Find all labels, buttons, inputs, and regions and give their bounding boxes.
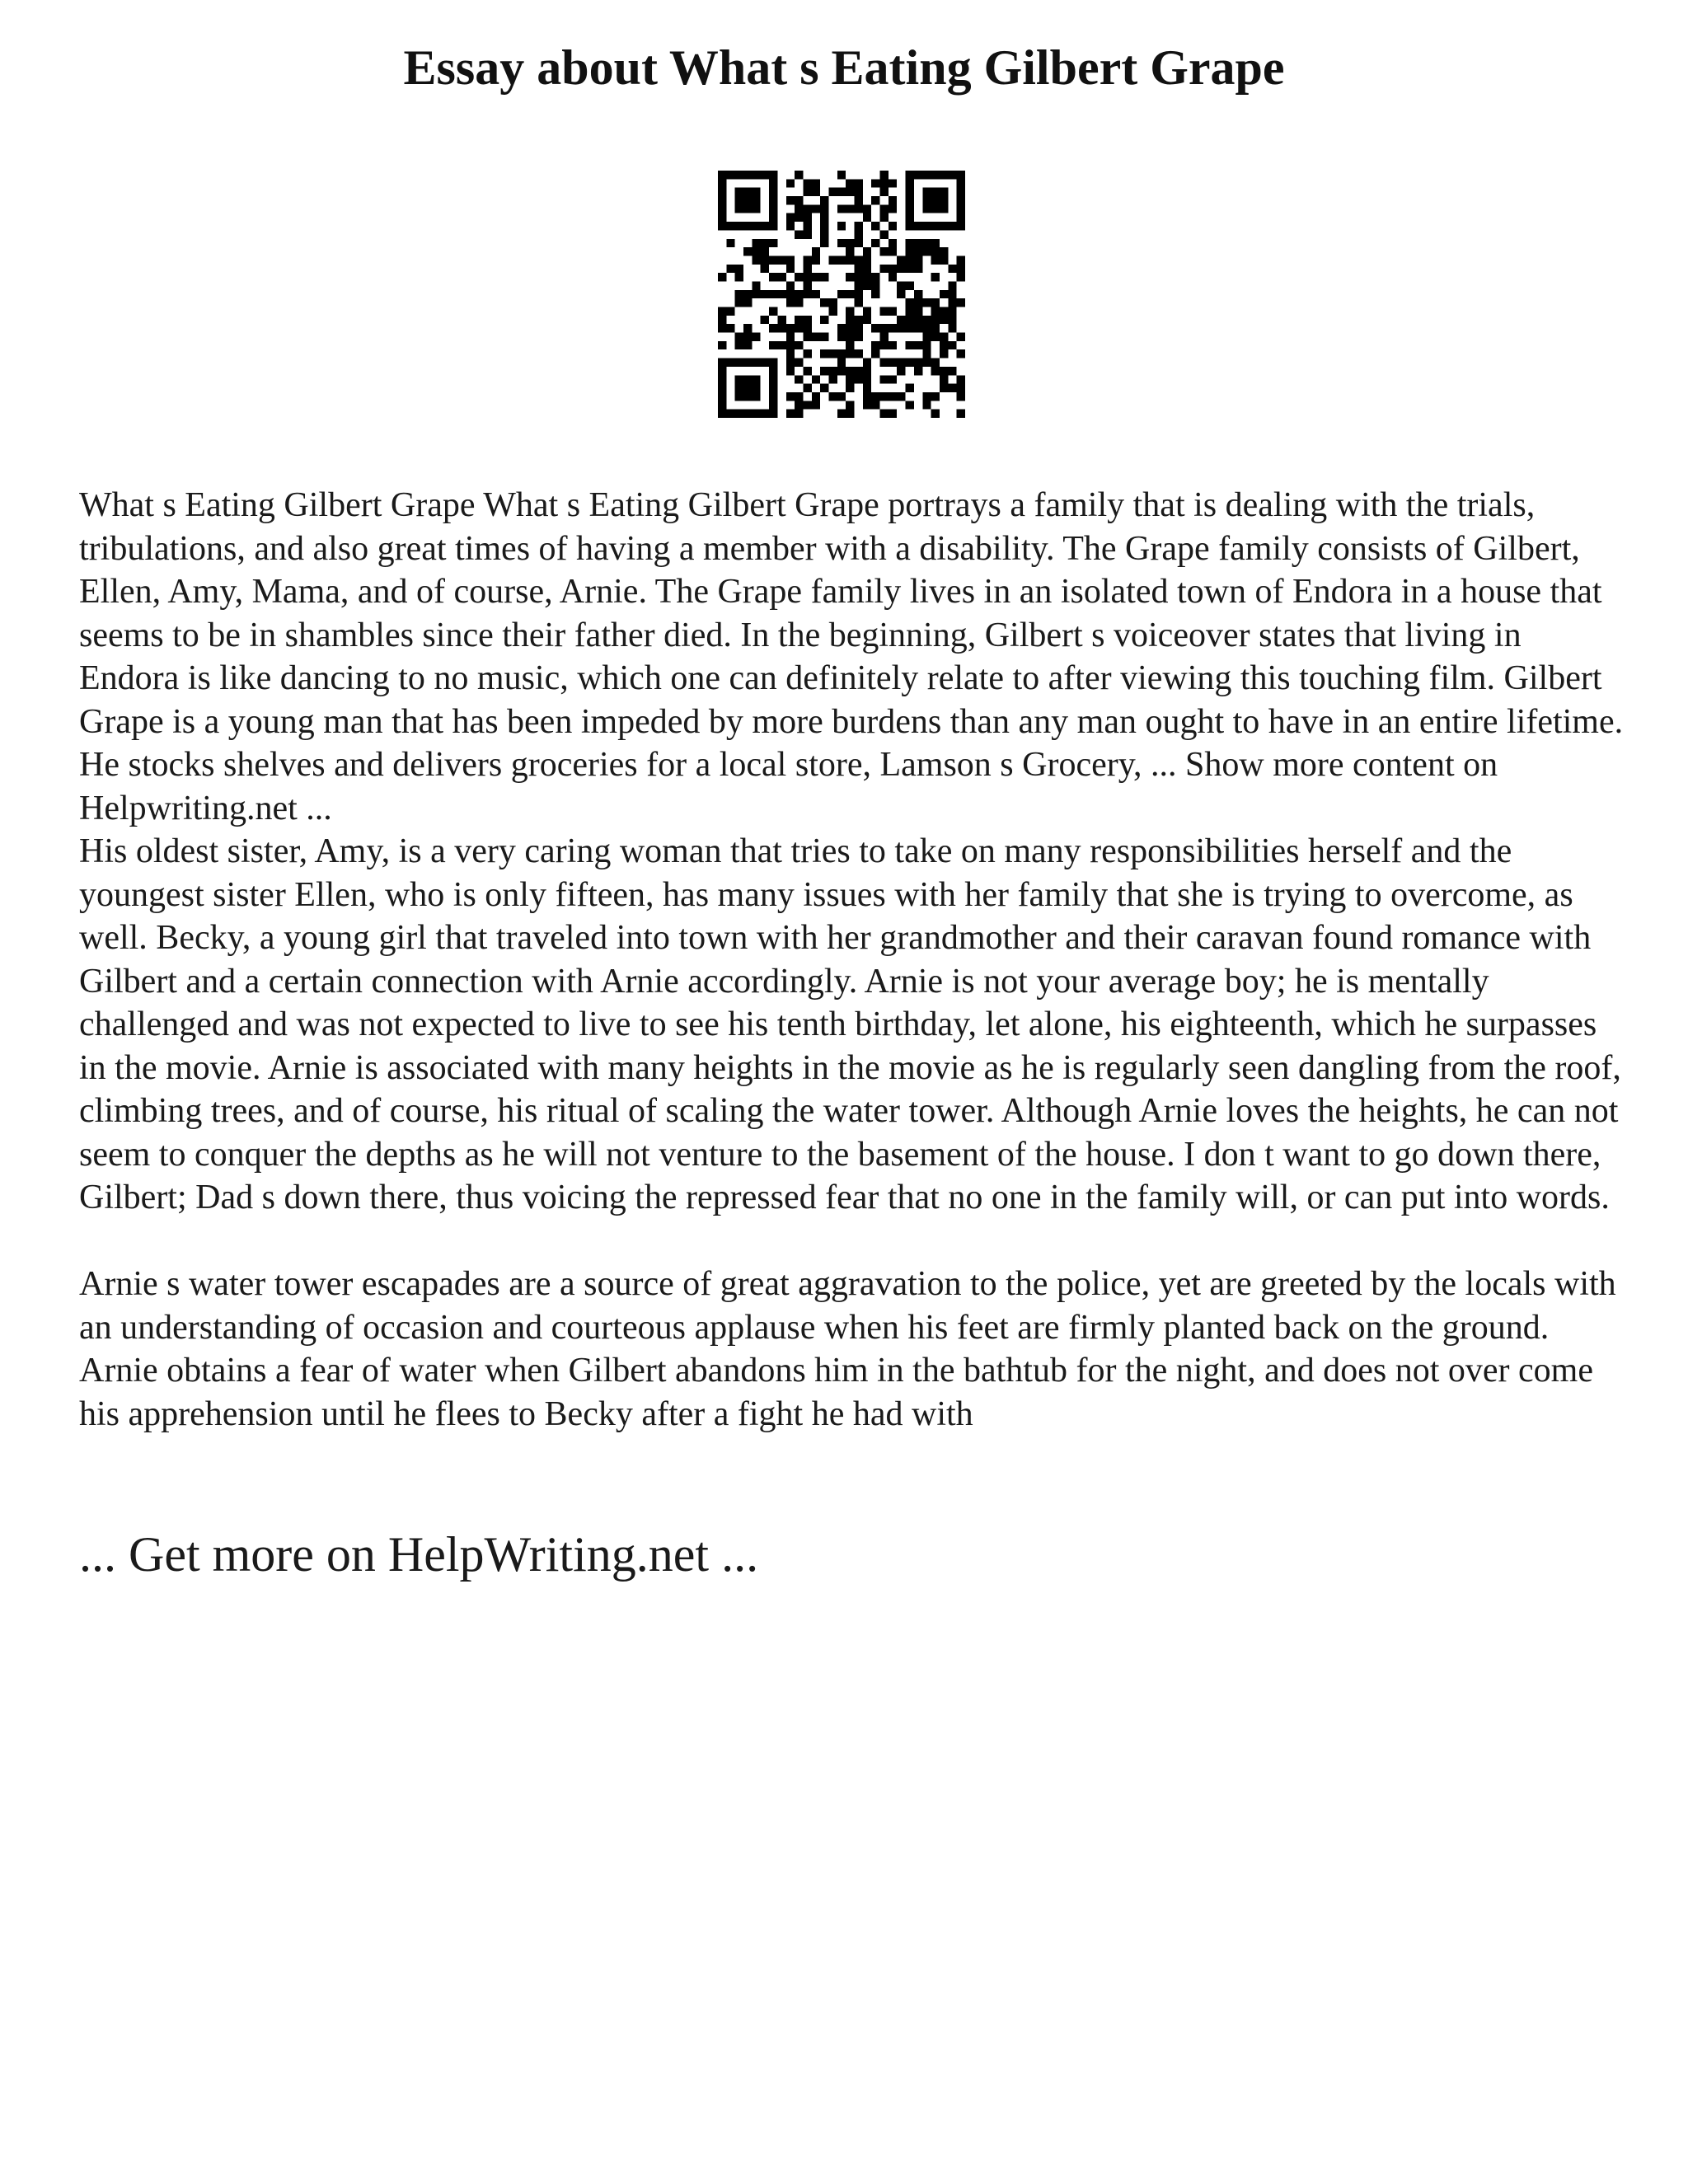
essay-body <box>79 484 1629 1436</box>
essay-paragraph-1: What s Eating Gilbert Grape What s Eating Gilbert Grape portrays a family that is dealing with the trials, tribulations, and also great times of having a member with a disability. The Grape family consists of Gilbert, Ellen, Amy, Mama, and of course, Arnie. The Grape family lives in an isolated town of Endora in a house that seems to be in shambles since their father died. In the beginning, Gilbert s voiceover states that living in Endora is like dancing to no music, which one can definitely relate to after viewing this touching film. Gilbert Grape is a young man that has been impeded by more burdens than any man ought to have in an entire lifetime. He stocks shelves and delivers groceries for a local store, Lamson s Grocery, ... Show more content on Helpwriting.net ... <box>79 486 1624 827</box>
paragraph-gap <box>79 1220 1629 1263</box>
document-title: Essay about What s Eating Gilbert Grape <box>403 40 1285 95</box>
essay-paragraph-2: His oldest sister, Amy, is a very caring woman that tries to take on many responsibilities herself and the youngest sister Ellen, who is only fifteen, has many issues with her family that she is trying to overcome, as well. Becky, a young girl that traveled into town with her grandmother and their caravan found romance with Gilbert and a certain connection with Arnie accordingly. Arnie is not your average boy; he is mentally challenged and was not expected to live to see his tenth birthday, let alone, his eighteenth, which he surpasses in the movie. Arnie is associated with many heights in the movie as he is regularly seen dangling from the roof, climbing trees, and of course, his ritual of scaling the water tower. Although Arnie loves the heights, he can not seem to conquer the depths as he will not venture to the basement of the house. I don t want to go down there, Gilbert; Dad s down there, thus voicing the repressed fear that no one in the family will, or can put into words. <box>79 832 1621 1216</box>
get-more-link[interactable]: ... Get more on HelpWriting.net ... <box>79 1527 759 1582</box>
qr-code-icon <box>718 171 965 418</box>
essay-paragraph-3: Arnie s water tower escapades are a source of great aggravation to the police, yet are greeted by the locals with an understanding of occasion and courteous applause when his feet are firmly planted back on the ground. Arnie obtains a fear of water when Gilbert abandons him in the bathtub for the night, and does not over come his apprehension until he flees to Becky after a fight he had with <box>79 1265 1616 1433</box>
